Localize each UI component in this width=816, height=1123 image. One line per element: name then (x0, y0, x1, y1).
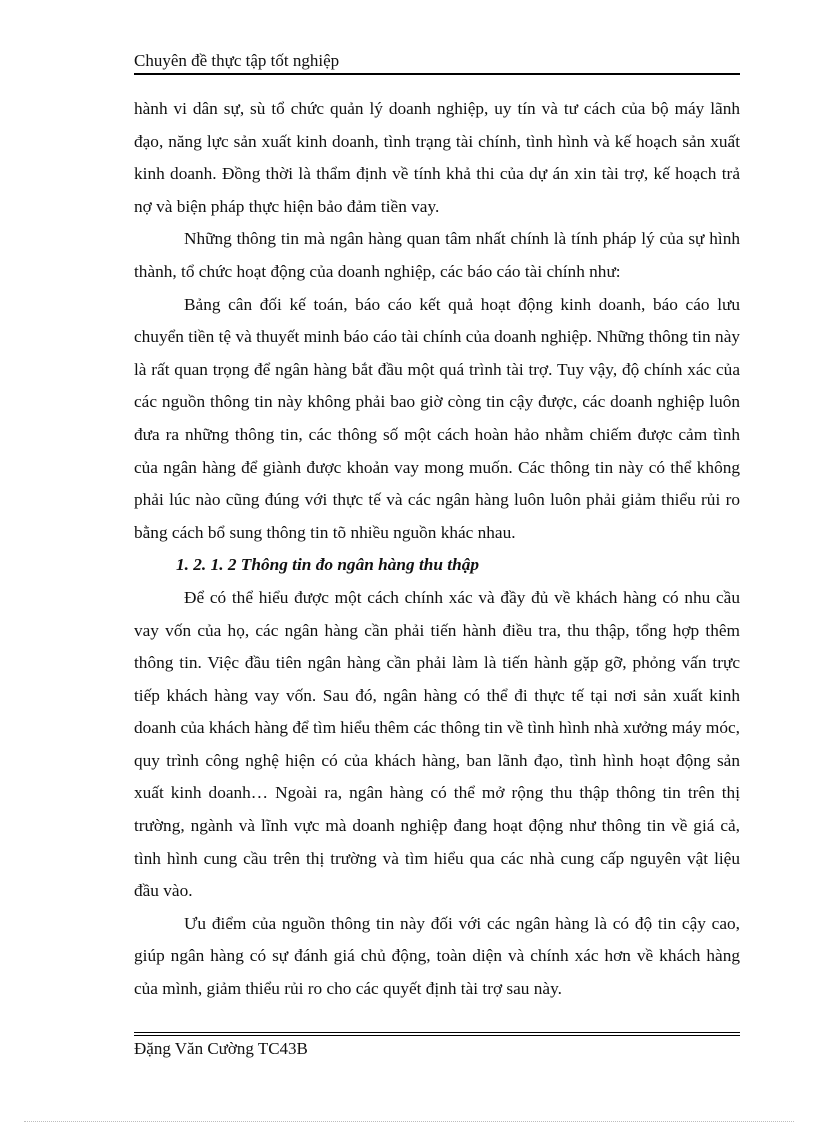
paragraph: Để có thể hiểu được một cách chính xác và đầy đủ về khách hàng có nhu cầu vay vốn của họ, các ngân hàng cần phải tiến hành điều tra, thu thập, tổng hợp thêm thông tin. Việc đầu tiên ngân hàng cần phải làm là tiến hành gặp gỡ, phỏng vấn trực tiếp khách hàng vay vốn. Sau đó, ngân hàng có thể đi thực tế tại nơi sản xuất kinh doanh của khách hàng để tìm hiểu thêm các thông tin về tình hình nhà xưởng máy móc, quy trình công nghệ hiện có của khách hàng, ban lãnh đạo, tình hình hoạt động sản xuất kinh doanh… Ngoài ra, ngân hàng có thể mở rộng thu thập thông tin trên thị trường, ngành và lĩnh vực mà doanh nghiệp đang hoạt động như thông tin về giá cả, tình hình cung cầu trên thị trường và tìm hiểu qua các nhà cung cấp nguyên vật liệu đầu vào. (134, 587, 740, 901)
document-body (134, 93, 740, 1006)
paragraph: Những thông tin mà ngân hàng quan tâm nhất chính là tính pháp lý của sự hình thành, tổ chức hoạt động của doanh nghiệp, các báo cáo tài chính như: (134, 229, 740, 281)
paragraph-continuation: hành vi dân sự, sù tổ chức quản lý doanh nghiệp, uy tín và tư cách của bộ máy lãnh đạo, năng lực sản xuất kinh doanh, tình trạng tài chính, tình hình và kế hoạch sản xuất kinh doanh. Đồng thời là thẩm định về tính khả thi của dự án xin tài trợ, kế hoạch trả nợ và biện pháp thực hiện bảo đảm tiền vay. (134, 99, 740, 216)
footer-author: Đặng Văn Cường TC43B (134, 1039, 308, 1058)
paragraph: Ưu điểm của nguồn thông tin này đối với các ngân hàng là có độ tin cậy cao, giúp ngân hàng có sự đánh giá chủ động, toàn diện và chính xác hơn về khách hàng của mình, giảm thiểu rủi ro cho các quyết định tài trợ sau này. (134, 913, 740, 999)
section-heading: 1. 2. 1. 2 Thông tin đo ngân hàng thu thập (176, 555, 480, 575)
page-bottom-edge (24, 1121, 794, 1122)
paragraph: Bảng cân đối kế toán, báo cáo kết quả hoạt động kinh doanh, báo cáo lưu chuyển tiền tệ và thuyết minh báo cáo tài chính của doanh nghiệp. Những thông tin này là rất quan trọng để ngân hàng bắt đầu một quá trình tài trợ. Tuy vậy, độ chính xác của các nguồn thông tin này không phải bao giờ còng tin cậy được, các doanh nghiệp luôn đưa ra những thông tin, các thông số một cách hoàn hảo nhằm chiếm được cảm tình của ngân hàng để giành được khoản vay mong muốn. Các thông tin này có thể không phải lúc nào cũng đúng với thực tế và các ngân hàng luôn luôn phải giảm thiểu rủi ro bằng cách bổ sung thông tin tõ nhiều nguồn khác nhau. (134, 294, 740, 542)
header-title: Chuyên đề thực tập tốt nghiệp (134, 51, 340, 70)
page-header (134, 49, 740, 75)
footer-double-rule (134, 1032, 740, 1036)
